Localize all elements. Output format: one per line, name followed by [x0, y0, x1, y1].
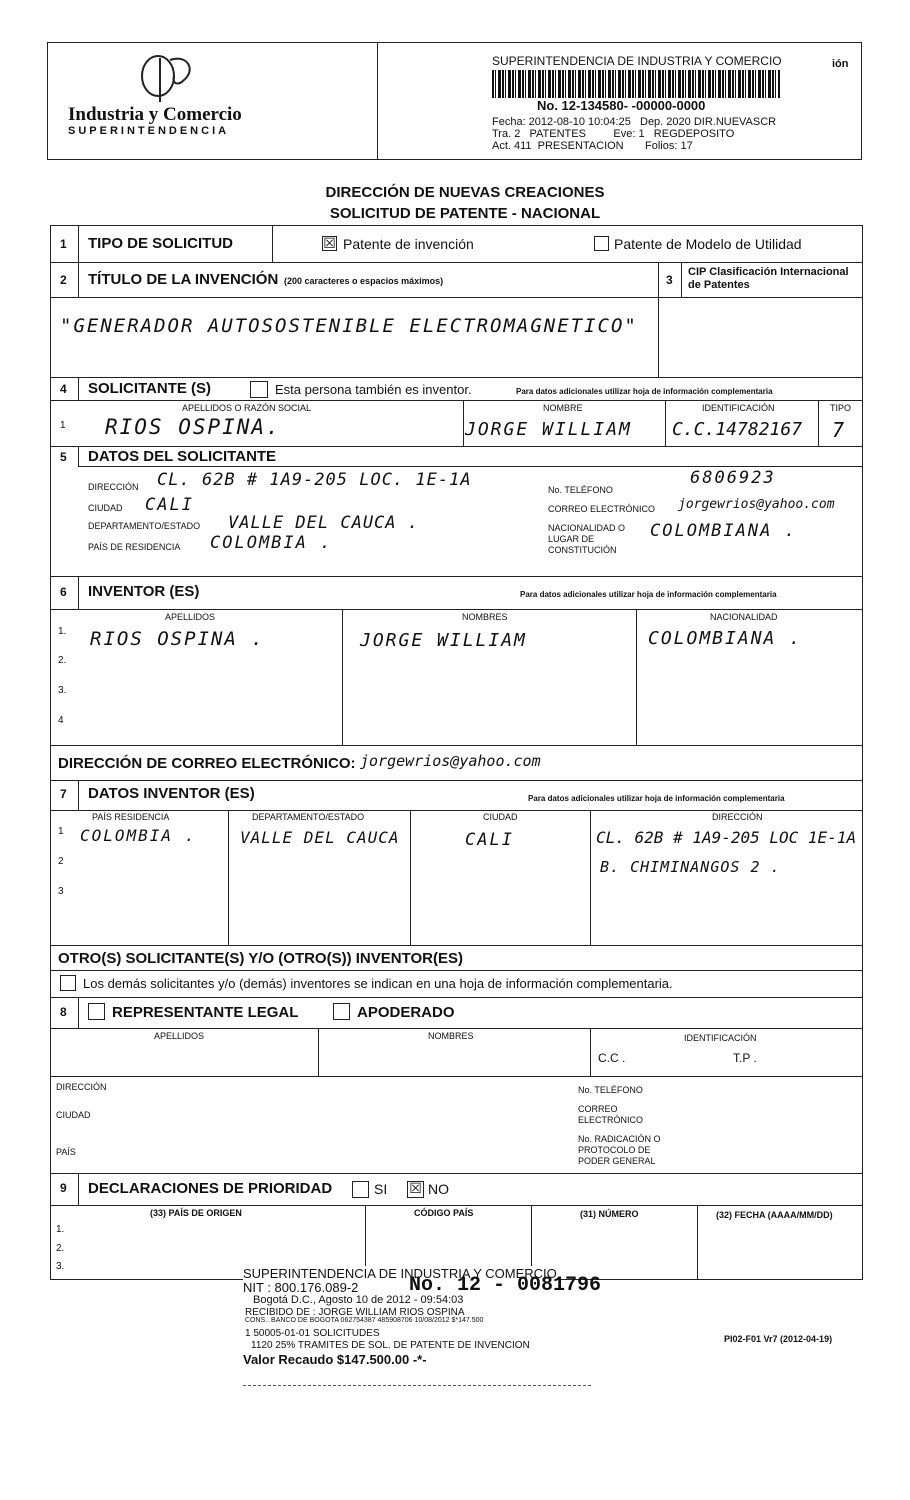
- s8-apo-label: APODERADO: [357, 1004, 455, 1021]
- inventor-nombres[interactable]: JORGE WILLIAM: [360, 630, 527, 651]
- s8-col-nombres: NOMBRES: [428, 1031, 474, 1041]
- s5-depto-label: DEPARTAMENTO/ESTADO: [88, 521, 201, 531]
- s5-label: DATOS DEL SOLICITANTE: [88, 448, 277, 465]
- stamp-number: No. 12 - 0081796: [409, 1274, 602, 1297]
- stamp-dash-line: [243, 1385, 591, 1386]
- stamp-nit: NIT : 800.176.089-2: [243, 1280, 359, 1295]
- solicitante-id[interactable]: C.C.14782167: [672, 419, 803, 440]
- s2-note: (200 caracteres o espacios máximos): [284, 276, 444, 286]
- header-corner: ión: [832, 58, 849, 70]
- header-line2: Tra. 2 PATENTES Eve: 1 REGDEPOSITO: [492, 128, 735, 140]
- s7-row-1: 1: [58, 826, 64, 837]
- s8-dir-label: DIRECCIÓN: [56, 1082, 107, 1092]
- s5-pais-label: PAÍS DE RESIDENCIA: [88, 542, 181, 552]
- s4-num: 4: [60, 382, 67, 396]
- s5-dir-label: DIRECCIÓN: [88, 482, 139, 492]
- stamp-tramite: 1120 25% TRAMITES DE SOL. DE PATENTE DE INVENCION: [251, 1340, 530, 1351]
- s7-col-ciudad: CIUDAD: [483, 812, 518, 822]
- s4-label: SOLICITANTE (S): [88, 380, 212, 397]
- s8-correo-label: CORREO ELECTRÓNICO: [578, 1104, 644, 1125]
- patente-invencion-label: Patente de invención: [343, 236, 474, 252]
- inventor-ciudad[interactable]: CALI: [465, 830, 514, 850]
- s7-row-2: 2: [58, 856, 64, 867]
- barcode: [492, 70, 780, 98]
- s1-num: 1: [60, 237, 67, 251]
- s9-row-1: 1.: [56, 1224, 65, 1235]
- otros-label: OTRO(S) SOLICITANTE(S) Y/O (OTRO(S)) INVENTOR(ES): [58, 950, 463, 967]
- s8-rep-label: REPRESENTANTE LEGAL: [112, 1004, 299, 1021]
- solicitante-apellidos[interactable]: RIOS OSPINA.: [105, 415, 281, 439]
- solicitante-tipo[interactable]: 7: [832, 418, 847, 442]
- footer-code: PI02-F01 Vr7 (2012-04-19): [724, 1334, 833, 1344]
- s5-nac-label: NACIONALIDAD O LUGAR DE CONSTITUCIÓN: [548, 523, 626, 555]
- email-row-label: DIRECCIÓN DE CORREO ELECTRÓNICO:: [58, 755, 356, 772]
- s3-num: 3: [666, 273, 673, 287]
- inventor-direccion-2[interactable]: B. CHIMINANGOS 2 .: [600, 858, 781, 876]
- solicitante-ciudad[interactable]: CALI: [145, 495, 194, 515]
- inventor-direccion-1[interactable]: CL. 62B # 1A9-205 LOC 1E-1A: [596, 828, 857, 847]
- s4-col-nombre: NOMBRE: [543, 403, 583, 413]
- solicitante-telefono[interactable]: 6806923: [690, 468, 776, 488]
- s9-col-2: CÓDIGO PAÍS: [414, 1208, 474, 1218]
- s9-label: DECLARACIONES DE PRIORIDAD: [88, 1180, 333, 1197]
- apoderado-checkbox[interactable]: [333, 1003, 350, 1020]
- s9-no-label: NO: [428, 1181, 449, 1197]
- s6-label: INVENTOR (ES): [88, 583, 200, 600]
- s6-col-nac: NACIONALIDAD: [710, 612, 778, 622]
- brand-name: Industria y Comercio: [68, 104, 242, 125]
- otros-note: Los demás solicitantes y/o (demás) inventores se indican en una hoja de información complementaria.: [83, 976, 673, 991]
- s1-label: TIPO DE SOLICITUD: [88, 235, 234, 252]
- s5-email-label: CORREO ELECTRÓNICO: [548, 504, 656, 514]
- solicitante-email[interactable]: jorgewrios@yahoo.com: [678, 497, 835, 512]
- otros-checkbox[interactable]: [60, 975, 76, 991]
- s7-num: 7: [60, 787, 67, 801]
- radicado-number: No. 12-134580- -00000-0000: [537, 98, 706, 113]
- s7-col-pais: PAÍS RESIDENCIA: [92, 812, 170, 822]
- stamp-date: Bogotá D.C., Agosto 10 de 2012 - 09:54:03: [253, 1294, 464, 1306]
- s8-cc: C.C .: [598, 1051, 626, 1065]
- s6-num: 6: [60, 585, 67, 599]
- modelo-utilidad-checkbox[interactable]: [594, 236, 609, 251]
- s9-col-1: (33) PAÍS DE ORIGEN: [150, 1208, 242, 1218]
- invention-title[interactable]: "GENERADOR AUTOSOSTENIBLE ELECTROMAGNETICO": [60, 315, 638, 337]
- s9-col-3: (31) NÚMERO: [580, 1209, 639, 1219]
- header-line1: Fecha: 2012-08-10 10:04:25 Dep. 2020 DIR.NUEVASCR: [492, 116, 777, 128]
- s6-row-4: 4: [58, 715, 64, 726]
- solicitante-inventor-checkbox[interactable]: [250, 381, 268, 398]
- representante-legal-checkbox[interactable]: [88, 1003, 105, 1020]
- s8-pais-label: PAÍS: [56, 1147, 76, 1157]
- s4-col-tipo: TIPO: [830, 403, 852, 413]
- s9-col-4: (32) FECHA (AAAA/MM/DD): [716, 1210, 833, 1220]
- s4-col-id: IDENTIFICACIÓN: [702, 403, 775, 413]
- s7-label: DATOS INVENTOR (ES): [88, 785, 255, 802]
- s5-ciudad-label: CIUDAD: [88, 503, 123, 513]
- solicitante-nombre[interactable]: JORGE WILLIAM: [465, 419, 632, 440]
- inventor-nacionalidad[interactable]: COLOMBIANA .: [648, 628, 803, 649]
- s8-ciudad-label: CIUDAD: [56, 1110, 91, 1120]
- solicitante-departamento[interactable]: VALLE DEL CAUCA .: [228, 513, 419, 533]
- s4-inventor-note: Esta persona también es inventor.: [275, 382, 472, 397]
- stamp-entity: SUPERINTENDENCIA DE INDUSTRIA Y COMERCIO: [243, 1266, 557, 1281]
- s2-num: 2: [60, 273, 67, 287]
- inventor-pais-residencia[interactable]: COLOMBIA .: [80, 826, 197, 845]
- modelo-utilidad-label: Patente de Modelo de Utilidad: [614, 236, 802, 252]
- s7-col-dir: DIRECCIÓN: [712, 812, 763, 822]
- inventor-apellidos[interactable]: RIOS OSPINA .: [90, 628, 265, 650]
- form-title-2: SOLICITUD DE PATENTE - NACIONAL: [329, 205, 601, 222]
- s6-row-3: 3.: [58, 685, 67, 696]
- s9-si-label: SI: [374, 1181, 388, 1197]
- inventor-email[interactable]: jorgewrios@yahoo.com: [360, 752, 541, 770]
- prioridad-si-checkbox[interactable]: [352, 1181, 369, 1198]
- s8-radic-label: No. RADICACIÓN O PROTOCOLO DE PODER GENERAL: [578, 1134, 661, 1166]
- inventor-departamento[interactable]: VALLE DEL CAUCA: [240, 828, 400, 847]
- stamp-valor: Valor Recaudo $147.500.00 -*-: [243, 1352, 427, 1367]
- header-line3: Act. 411 PRESENTACION Folios: 17: [492, 140, 693, 152]
- s4-row-num: 1: [60, 420, 66, 431]
- header-entity: SUPERINTENDENCIA DE INDUSTRIA Y COMERCIO: [492, 54, 782, 68]
- s4-extra: Para datos adicionales utilizar hoja de información complementaria: [516, 387, 773, 396]
- s8-col-id: IDENTIFICACIÓN: [684, 1033, 757, 1043]
- s5-tel-label: No. TELÉFONO: [548, 485, 613, 495]
- s3-label: CIP Clasificación Internacional de Patentes: [688, 266, 849, 291]
- s8-col-apellidos: APELLIDOS: [154, 1031, 205, 1041]
- stamp-bank: CONS.. BANCO DE BOGOTA 062754387 485908706 10/08/2012 $*147.500: [245, 1317, 484, 1324]
- stamp-solicitudes: 1 50005-01-01 SOLICITUDES: [245, 1328, 380, 1339]
- solicitante-direccion[interactable]: CL. 62B # 1A9-205 LOC. 1E-1A: [157, 470, 472, 490]
- form-title-1: DIRECCIÓN DE NUEVAS CREACIONES: [325, 184, 605, 201]
- stamp-received: RECIBIDO DE : JORGE WILLIAM RIOS OSPINA: [245, 1307, 465, 1318]
- s9-num: 9: [60, 1181, 67, 1195]
- s7-row-3: 3: [58, 886, 64, 897]
- patente-invencion-checkbox[interactable]: ☒: [323, 235, 336, 251]
- s9-row-2: 2.: [56, 1243, 65, 1254]
- sic-logo: [130, 50, 200, 105]
- s2-label: TÍTULO DE LA INVENCIÓN: [88, 271, 279, 288]
- s8-tp: T.P .: [733, 1051, 757, 1065]
- s7-extra: Para datos adicionales utilizar hoja de información complementaria: [528, 794, 785, 803]
- solicitante-nacionalidad[interactable]: COLOMBIANA .: [650, 521, 797, 541]
- solicitante-pais[interactable]: COLOMBIA .: [210, 533, 333, 553]
- s6-col-nombres: NOMBRES: [462, 612, 508, 622]
- s6-col-apellidos: APELLIDOS: [165, 612, 216, 622]
- s4-col-apellidos: APELLIDOS O RAZÓN SOCIAL: [182, 403, 312, 413]
- s6-extra: Para datos adicionales utilizar hoja de información complementaria: [520, 590, 777, 599]
- s6-row-1: 1.: [58, 626, 67, 637]
- s5-num: 5: [60, 450, 67, 464]
- s8-num: 8: [60, 1005, 67, 1019]
- s6-row-2: 2.: [58, 655, 67, 666]
- s7-col-depto: DEPARTAMENTO/ESTADO: [252, 812, 365, 822]
- s8-tel-label: No. TELÉFONO: [578, 1085, 643, 1095]
- prioridad-no-checkbox[interactable]: ☒: [407, 1181, 424, 1198]
- brand-subtitle: SUPERINTENDENCIA: [68, 125, 230, 137]
- s9-row-3: 3.: [56, 1261, 65, 1272]
